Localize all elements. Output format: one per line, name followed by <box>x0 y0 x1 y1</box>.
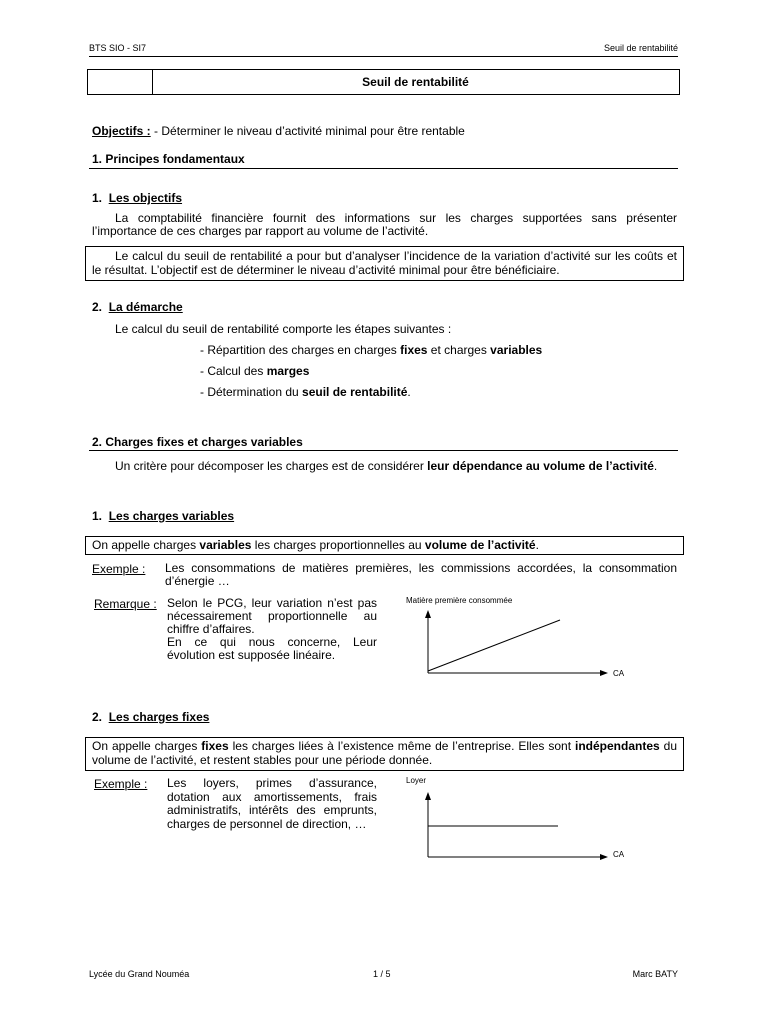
section1-p2: Le calcul du seuil de rentabilité comporte les étapes suivantes : <box>115 322 452 336</box>
box-charges-variables: On appelle charges variables les charges proportionnelles au volume de l’activité. <box>85 536 684 555</box>
step-item: - Détermination du seuil de rentabilité. <box>200 385 411 399</box>
remark-label: Remarque : <box>94 597 157 611</box>
header-left: BTS SIO - SI7 <box>89 43 147 53</box>
objectives-text: - Déterminer le niveau d’activité minimal pour être rentable <box>150 124 465 138</box>
example2-label: Exemple : <box>94 777 148 791</box>
footer-left: Lycée du Grand Nouméa <box>89 969 190 979</box>
header-rule <box>89 56 678 57</box>
chart1-ylabel: Matière première consommée <box>406 596 513 605</box>
example1-text: Les consommations de matières premières, les commissions accordées, la consommation d’énergie … <box>165 561 677 588</box>
objectives-label: Objectifs : <box>92 124 151 138</box>
step-item: - Répartition des charges en charges fixes et charges variables <box>200 343 543 357</box>
chart1-xlabel: CA <box>613 669 625 678</box>
section2-heading: 2. Charges fixes et charges variables <box>92 435 303 449</box>
chart1-y-arrow <box>425 610 431 618</box>
section1-box1: Le calcul du seuil de rentabilité a pour but d’analyser l’incidence de la variation d’activité sur les coûts et le résultat. L’objectif est de déterminer le niveau d’activité minimal pour être bénéficiaire. <box>85 246 684 281</box>
header-right: Seuil de rentabilité <box>603 43 678 53</box>
section1-sub1-heading: 1. Les objectifs <box>92 191 183 205</box>
objectives <box>92 124 465 138</box>
section2-intro: Un critère pour décomposer les charges est de considérer leur dépendance au volume de l’activité. <box>115 459 658 473</box>
title-box <box>87 69 680 95</box>
box-charges-fixes: On appelle charges fixes les charges liées à l’existence même de l’entreprise. Elles sont indépendantes du volume de l’activité, et restent stables pour une période donnée. <box>85 737 684 771</box>
chart2-x-arrow <box>600 854 608 860</box>
remark-text: Selon le PCG, leur variation n’est pas nécessairement proportionnelle au chiffre d’affaires. En ce qui nous concerne, Leur évolution est supposée linéaire. <box>167 596 377 662</box>
chart-fixed-cost <box>420 790 620 865</box>
example2-text: Les loyers, primes d’assurance, dotation aux amortissements, frais administratifs, intérêts des emprunts, charges de personnel de direction, … <box>167 776 377 831</box>
example1-label: Exemple : <box>92 562 146 576</box>
section1-heading: 1. Principes fondamentaux <box>92 152 245 166</box>
section1-rule <box>89 168 678 169</box>
section1-sub2-heading: 2. La démarche <box>92 300 183 314</box>
section2-rule <box>89 450 678 451</box>
chart1-x-arrow <box>600 670 608 676</box>
chart-variable-cost <box>420 608 620 688</box>
chart2-xlabel: CA <box>613 850 625 859</box>
chart1-variable-cost-line <box>428 620 560 671</box>
title-left-cell <box>88 70 153 94</box>
page-title: Seuil de rentabilité <box>362 75 469 89</box>
page-number: 1 / 5 <box>373 969 391 979</box>
section2-sub1-heading: 1. Les charges variables <box>92 509 235 523</box>
chart2-ylabel: Loyer <box>406 776 427 785</box>
section1-p1: La comptabilité financière fournit des informations sur les charges supportées sans présenter l’importance de ces charges par rapport au volume de l’activité. <box>92 211 677 238</box>
footer-right: Marc BATY <box>632 969 678 979</box>
step-item: - Calcul des marges <box>200 364 310 378</box>
chart2-y-arrow <box>425 792 431 800</box>
section2-sub2-heading: 2. Les charges fixes <box>92 710 210 724</box>
